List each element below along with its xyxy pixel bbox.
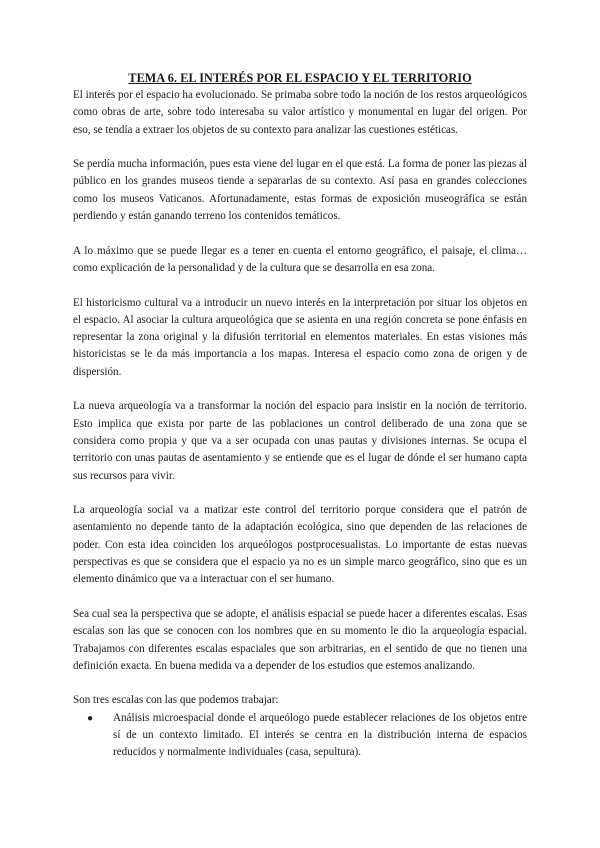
paragraph-2: Se perdía mucha información, pues esta viene del lugar en el que está. La forma de poner las piezas al público en los grandes museos tiende a separarlas de su contexto. Así pasa en grandes colecciones como los museos Vaticanos. Afortunadamente, estas formas de exposición museográfica se están perdiendo y están ganando terreno los contenidos temáticos.: [73, 158, 527, 223]
paragraph-4: El historicismo cultural va a introducir un nuevo interés en la interpretación por situar los objetos en el espacio. Al asociar la cultura arqueológica que se asienta en una región concreta se pone énfasis en representar la zona original y la difusión territorial en elementos materiales. En estas visiones más historicistas se le da más importancia a los mapas. Interesa el espacio como zona de origen y de dispersión.: [73, 296, 527, 378]
page-title: TEMA 6. EL INTERÉS POR EL ESPACIO Y EL TERRITORIO: [128, 71, 472, 85]
bullet-icon: ●: [87, 712, 94, 724]
paragraph-5: La nueva arqueología va a transformar la noción del espacio para insistir en la noción de territorio. Esto implica que exista por parte de las poblaciones un control deliberado de una zona que se considera como propia y que va a ser ocupada con unas pautas y divisiones internas. Se ocupa el territorio con unas pautas de asentamiento y se entiende que es el lugar de dónde el ser humano capta sus recursos para vivir.: [73, 400, 527, 482]
document-page: [73, 70, 527, 762]
scales-list: [73, 710, 527, 762]
list-intro: Son tres escalas con las que podemos trabajar:: [73, 694, 279, 707]
list-item: [87, 710, 527, 762]
list-item-text: Análisis microespacial donde el arqueólogo puede establecer relaciones de los objetos entre sí de un contexto limitado. El interés se centra en la distribución interna de espacios reducidos y normalmente individuales (casa, sepultura).: [113, 711, 527, 759]
paragraph-1: El interés por el espacio ha evolucionado. Se primaba sobre todo la noción de los restos arqueológicos como obras de arte, sobre todo interesaba su valor artístico y monumental en lugar del origen. Por eso, se tendía a extraer los objetos de su contexto para analizar las cuestiones estéticas.: [73, 89, 527, 136]
paragraph-3: A lo máximo que se puede llegar es a tener en cuenta el entorno geográfico, el paisaje, el clima… como explicación de la personalidad y de la cultura que se desarrolla en esa zona.: [73, 244, 527, 274]
paragraph-6: La arqueología social va a matizar este control del territorio porque considera que el patrón de asentamiento no depende tanto de la adaptación ecológica, sino que dependen de las relaciones de poder. Con esta idea coinciden los arqueólogos postprocesualistas. Lo importante de estas nuevas perspectivas es que se considera que el espacio ya no es un simple marco geográfico, sino que es un elemento dinámico que va a interactuar con el ser humano.: [73, 504, 527, 586]
paragraph-7: Sea cual sea la perspectiva que se adopte, el análisis espacial se puede hacer a diferentes escalas. Esas escalas son las que se conocen con los nombres que en su momento le dio la arqueología espacial. Trabajamos con diferentes escalas espaciales que son arbitrarias, en el sentido de que no tienen una definición exacta. En buena medida va a depender de los estudios que estemos analizando.: [73, 607, 527, 672]
